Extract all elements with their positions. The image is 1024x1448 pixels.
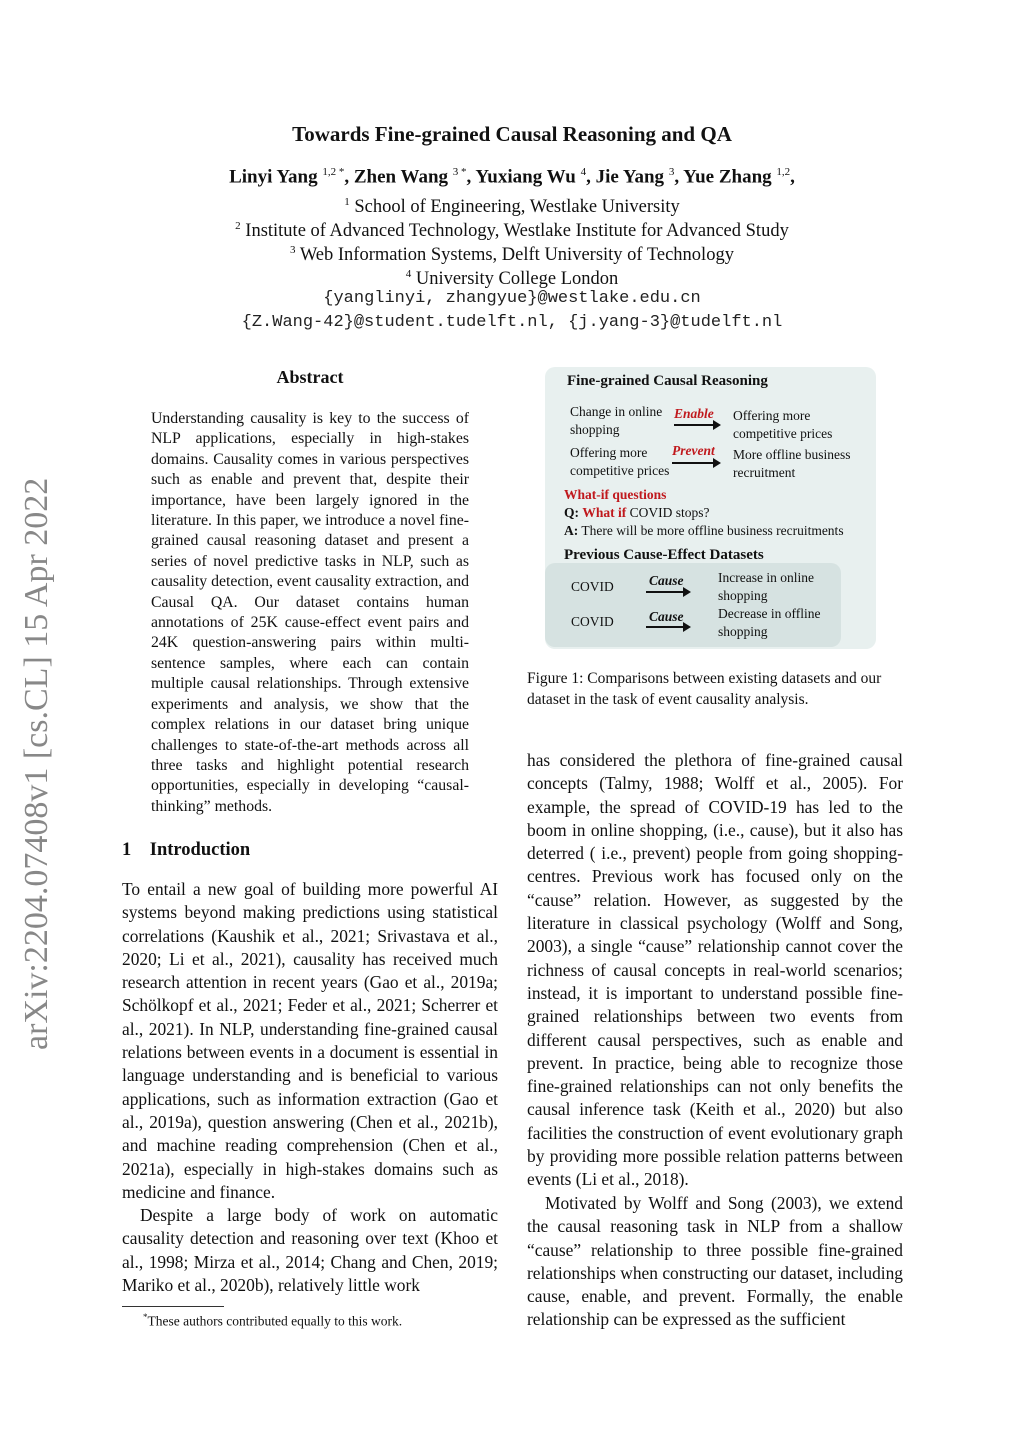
intro-paragraph: Despite a large body of work on automatic causality detection and reasoning over text (Khoo et al., 1998; Mirza et al., 2014; Chang and Chen, 2019; Mariko et al., 2020b), relatively little work <box>122 1205 498 1295</box>
author-name: Yuxiang Wu <box>475 166 576 188</box>
affiliation: $^4$ University College London <box>405 268 619 290</box>
body-paragraph: has considered the plethora of fine-grained causal concepts (Talmy, 1988; Wolff et al., 2005). For example, the spread of COVID-19 has led to the boom in online shopping, (i.e., cause), but it also has deterred ( i.e., prevent) people from going shopping-centres. Previous work has focused only on the “cause” relation. However, as suggested by the literature in classical psychology (Wolff and Song, 2003), a single “cause” relationship cannot cover the richness of causal concepts in real-world scenarios; instead, it is important to understand possible fine-grained relationships between two events from different causal perspectives, such as enable and prevent. In practice, being able to recognize those fine-grained relationships can not only benefits the causal inference task (Keith et al., 2020) but also facilities the construction of event evolutionary graph by providing more possible relation patterns between events (Li et al., 2018). <box>527 750 903 1190</box>
previous-datasets-panel <box>545 563 841 647</box>
arrow-icon <box>646 591 689 593</box>
author-name: Yue Zhang <box>683 166 772 188</box>
arrow-icon <box>672 462 719 464</box>
footnote-rule <box>122 1306 224 1307</box>
abstract-text: Understanding causality is key to the success of NLP applications, especially in high-stakes domains. Causality comes in various perspectives such as enable and prevent that, despite their importance, have been largely ignored in the literature. In this paper, we introduce a novel fine-grained causal reasoning dataset and present a series of novel predictive tasks in NLP, such as causality detection, event causality extraction, and Causal QA. Our dataset contains human annotations of 25K cause-effect event pairs and 24K question-answering pairs within multi-sentence samples, where each can contain multiple causal relationships. Through extensive experiments and analysis, we show that the complex relations in our dataset bring unique challenges to state-of-the-art methods across all three tasks and highlight potential research opportunities, especially in developing “causal-thinking” methods. <box>151 410 470 815</box>
event-text: Change in online shopping <box>570 404 663 437</box>
email-line: {yanglinyi, zhangyue}@westlake.edu.cn <box>323 289 701 308</box>
email-line: {Z.Wang-42}@student.tudelft.nl, {j.yang-3}@tudelft.nl <box>241 313 783 332</box>
relation-label: Cause <box>649 573 684 588</box>
whatif-heading: What-if questions <box>564 487 667 502</box>
event-text: Increase in online shopping <box>718 570 814 603</box>
figure-heading: Fine-grained Causal Reasoning <box>567 373 768 389</box>
arrow-icon <box>646 626 689 628</box>
event-text: More offline business recruitment <box>733 447 851 480</box>
figure-heading: Previous Cause-Effect Datasets <box>564 547 764 563</box>
figure-1 <box>545 367 876 649</box>
event-text: Offering more competitive prices <box>733 408 833 441</box>
affiliation: $^1$ School of Engineering, Westlake University <box>344 196 680 218</box>
body-paragraph: Motivated by Wolff and Song (2003), we extend the causal reasoning task in NLP from a shallow “cause” relationship to three possible fine-grained relationships when constructing our dataset, including cause, enable, and prevent. Formally, the enable relationship can be expressed as the sufficient <box>527 1193 903 1330</box>
abstract-heading: Abstract <box>276 367 344 387</box>
author-list: Linyi Yang $^{1,2 *}$, Zhen Wang $^{3 *}$, Yuxiang Wu $^4$, Jie Yang $^3$, Yue Zhang $^{1,2}$, <box>229 166 795 188</box>
affiliation: $^2$ Institute of Advanced Technology, Westlake Institute for Advanced Study <box>235 220 789 242</box>
author-name: Zhen Wang <box>353 166 449 188</box>
event-text: Decrease in offline shopping <box>718 606 821 639</box>
intro-paragraph: To entail a new goal of building more powerful AI systems beyond making predictions using statistical correlations (Kaushik et al., 2021; Srivastava et al., 2020; Li et al., 2021), causality has received much research attention in recent years (Gao et al., 2019a; Schölkopf et al., 2021; Feder et al., 2021; Scherrer et al., 2021). In NLP, understanding fine-grained causal relations between events in a document is essential in language understanding and is beneficial to various applications, such as information extraction (Gao et al., 2019a), question answering (Chen et al., 2021b), and machine reading comprehension (Chen et al., 2021a), especially in high-stakes domains such as medicine and finance. <box>122 879 498 1202</box>
author-name: Jie Yang <box>595 166 665 188</box>
figure-caption: Figure 1: Comparisons between existing datasets and our dataset in the task of event causality analysis. <box>527 670 882 708</box>
relation-label: Cause <box>649 609 684 624</box>
relation-label: Prevent <box>672 443 715 458</box>
question-line: Q: What if COVID stops? <box>564 505 710 520</box>
footnote: *These authors contributed equally to this work. <box>143 1312 403 1329</box>
relation-label: Enable <box>674 406 714 421</box>
arrow-icon <box>674 424 719 426</box>
paper-title: Towards Fine-grained Causal Reasoning and QA <box>292 122 732 146</box>
answer-line: A: There will be more offline business recruitments <box>564 523 844 538</box>
event-text: COVID <box>571 614 614 629</box>
affiliation: $^3$ Web Information Systems, Delft University of Technology <box>290 244 734 266</box>
section-heading: 1 Introduction <box>122 840 251 860</box>
author-name: Linyi Yang <box>229 166 318 188</box>
event-text: Offering more competitive prices <box>570 445 670 478</box>
event-text: COVID <box>571 579 614 594</box>
